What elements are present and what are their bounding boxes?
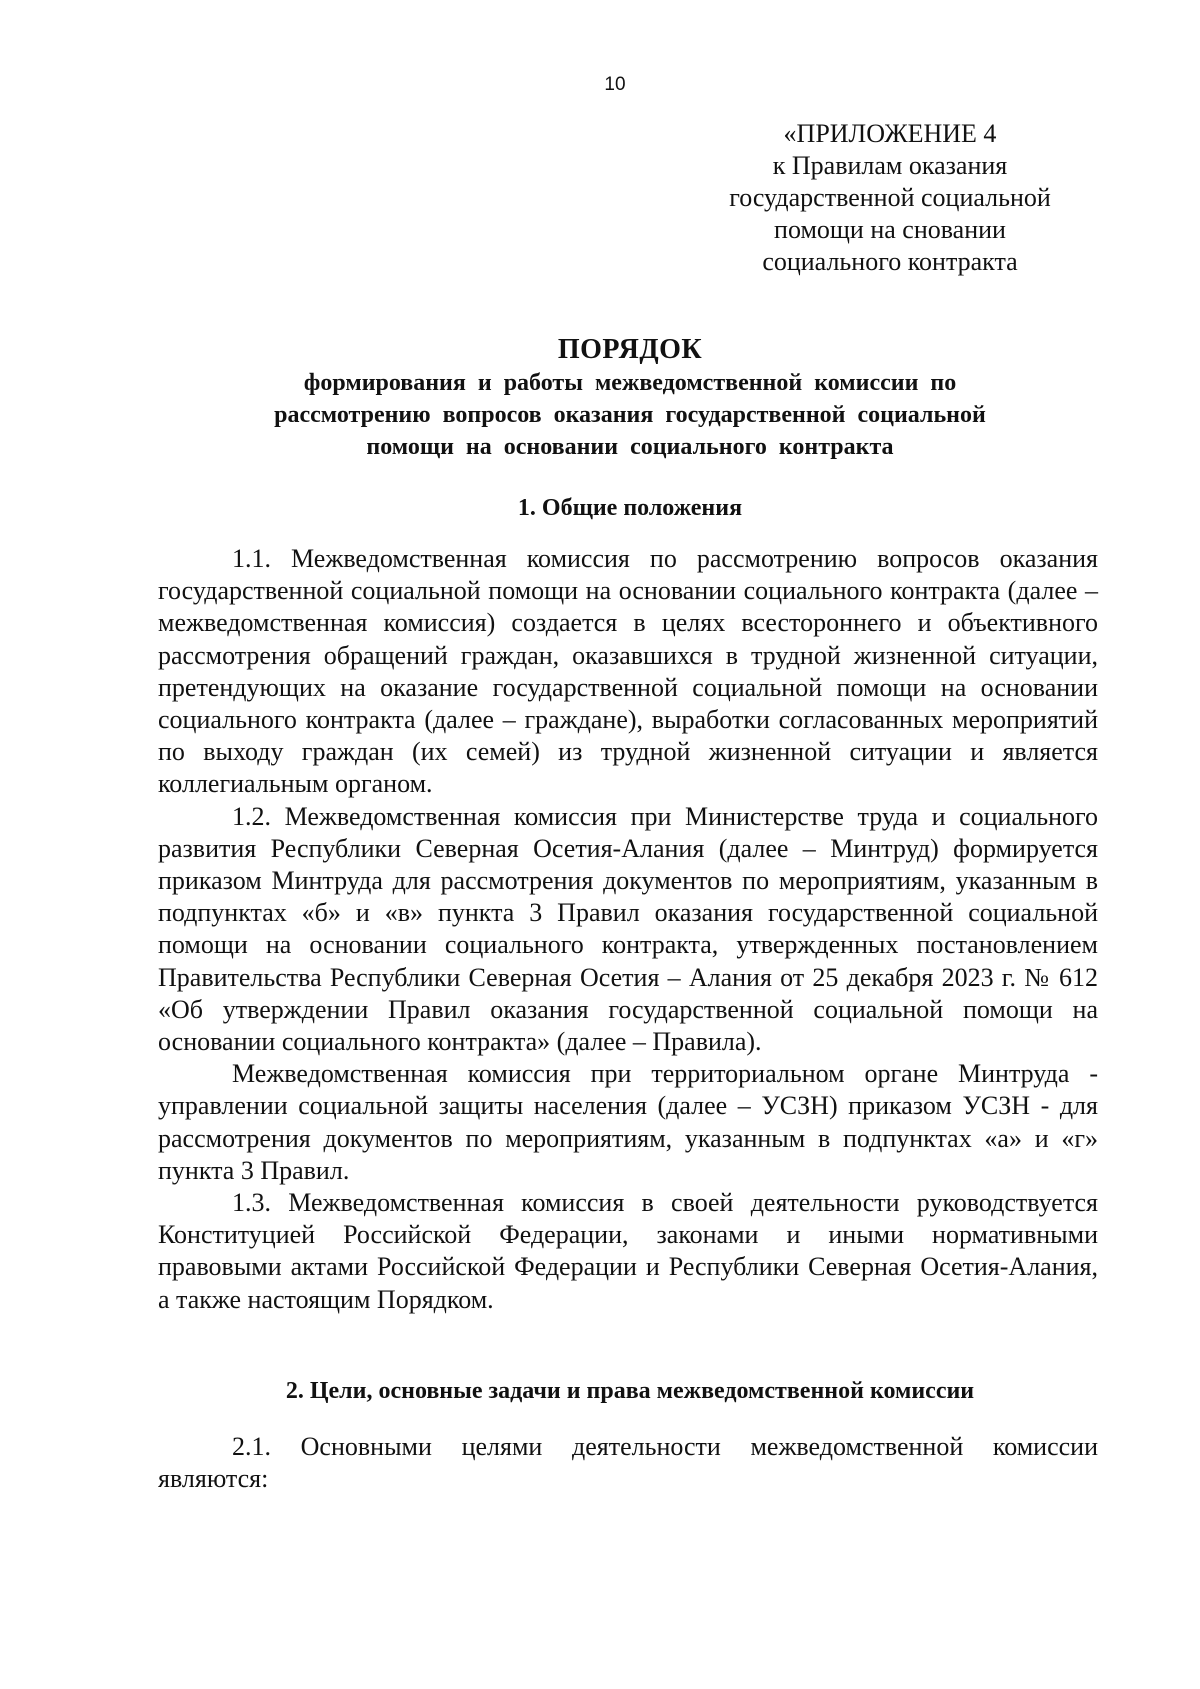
document-subtitle-line: помощи на основании социального контракта [366, 434, 894, 460]
paragraph-2-1: 2.1. Основными целями деятельности межведомственной комиссии являются: [158, 1432, 1098, 1494]
page-number: 10 [604, 74, 626, 95]
appendix-line: «ПРИЛОЖЕНИЕ 4 [783, 119, 997, 148]
appendix-line: государственной социальной [729, 183, 1051, 212]
paragraph-1-1: 1.1. Межведомственная комиссия по рассмотрению вопросов оказания государственной социальной помощи на основании социального контракта (далее – межведомственная комиссия) создается в целях всестороннего и объективного рассмотрения обращений граждан, оказавшихся в трудной жизненной ситуации, претендующих на оказание государственной социальной помощи на основании социального контракта (далее – граждане), выработки согласованных мероприятий по выходу граждан (их семей) из трудной жизненной ситуации и является коллегиальным органом. [158, 544, 1098, 799]
document-subtitle-line: формирования и работы межведомственной комиссии по [303, 370, 957, 396]
appendix-header [700, 118, 1080, 278]
section-2-heading: 2. Цели, основные задачи и права межведомственной комиссии [285, 1378, 975, 1404]
appendix-line: к Правилам оказания [772, 151, 1008, 180]
appendix-line: социального контракта [762, 247, 1018, 276]
document-subtitle-line: рассмотрению вопросов оказания государственной социальной [274, 402, 986, 428]
section-1-heading: 1. Общие положения [517, 495, 743, 521]
document-title-block [150, 333, 1110, 463]
paragraph-1-2-continued: Межведомственная комиссия при территориальном органе Минтруда - управлении социальной защиты населения (далее – УСЗН) приказом УСЗН - для рассмотрения документов по мероприятиям, указанным в подпунктах «а» и «г» пункта 3 Правил. [158, 1059, 1098, 1185]
appendix-line: помощи на сновании [774, 215, 1006, 244]
section-2-body [158, 1431, 1098, 1495]
paragraph-1-3: 1.3. Межведомственная комиссия в своей деятельности руководствуется Конституцией Российской Федерации, законами и иными нормативными правовыми актами Российской Федерации и Республики Северная Осетия-Алания, а также настоящим Порядком. [158, 1188, 1098, 1314]
paragraph-1-2: 1.2. Межведомственная комиссия при Министерстве труда и социального развития Республики Северная Осетия-Алания (далее – Минтруд) формируется приказом Минтруда для рассмотрения документов по мероприятиям, указанным в подпунктах «б» и «в» пункта 3 Правил оказания государственной социальной помощи на основании социального контракта, утвержденных постановлением Правительства Республики Северная Осетия – Алания от 25 декабря 2023 г. № 612 «Об утверждении Правил оказания государственной социальной помощи на основании социального контракта» (далее – Правила). [158, 801, 1098, 1057]
section-1-body [158, 543, 1098, 1316]
document-title: ПОРЯДОК [557, 334, 703, 365]
